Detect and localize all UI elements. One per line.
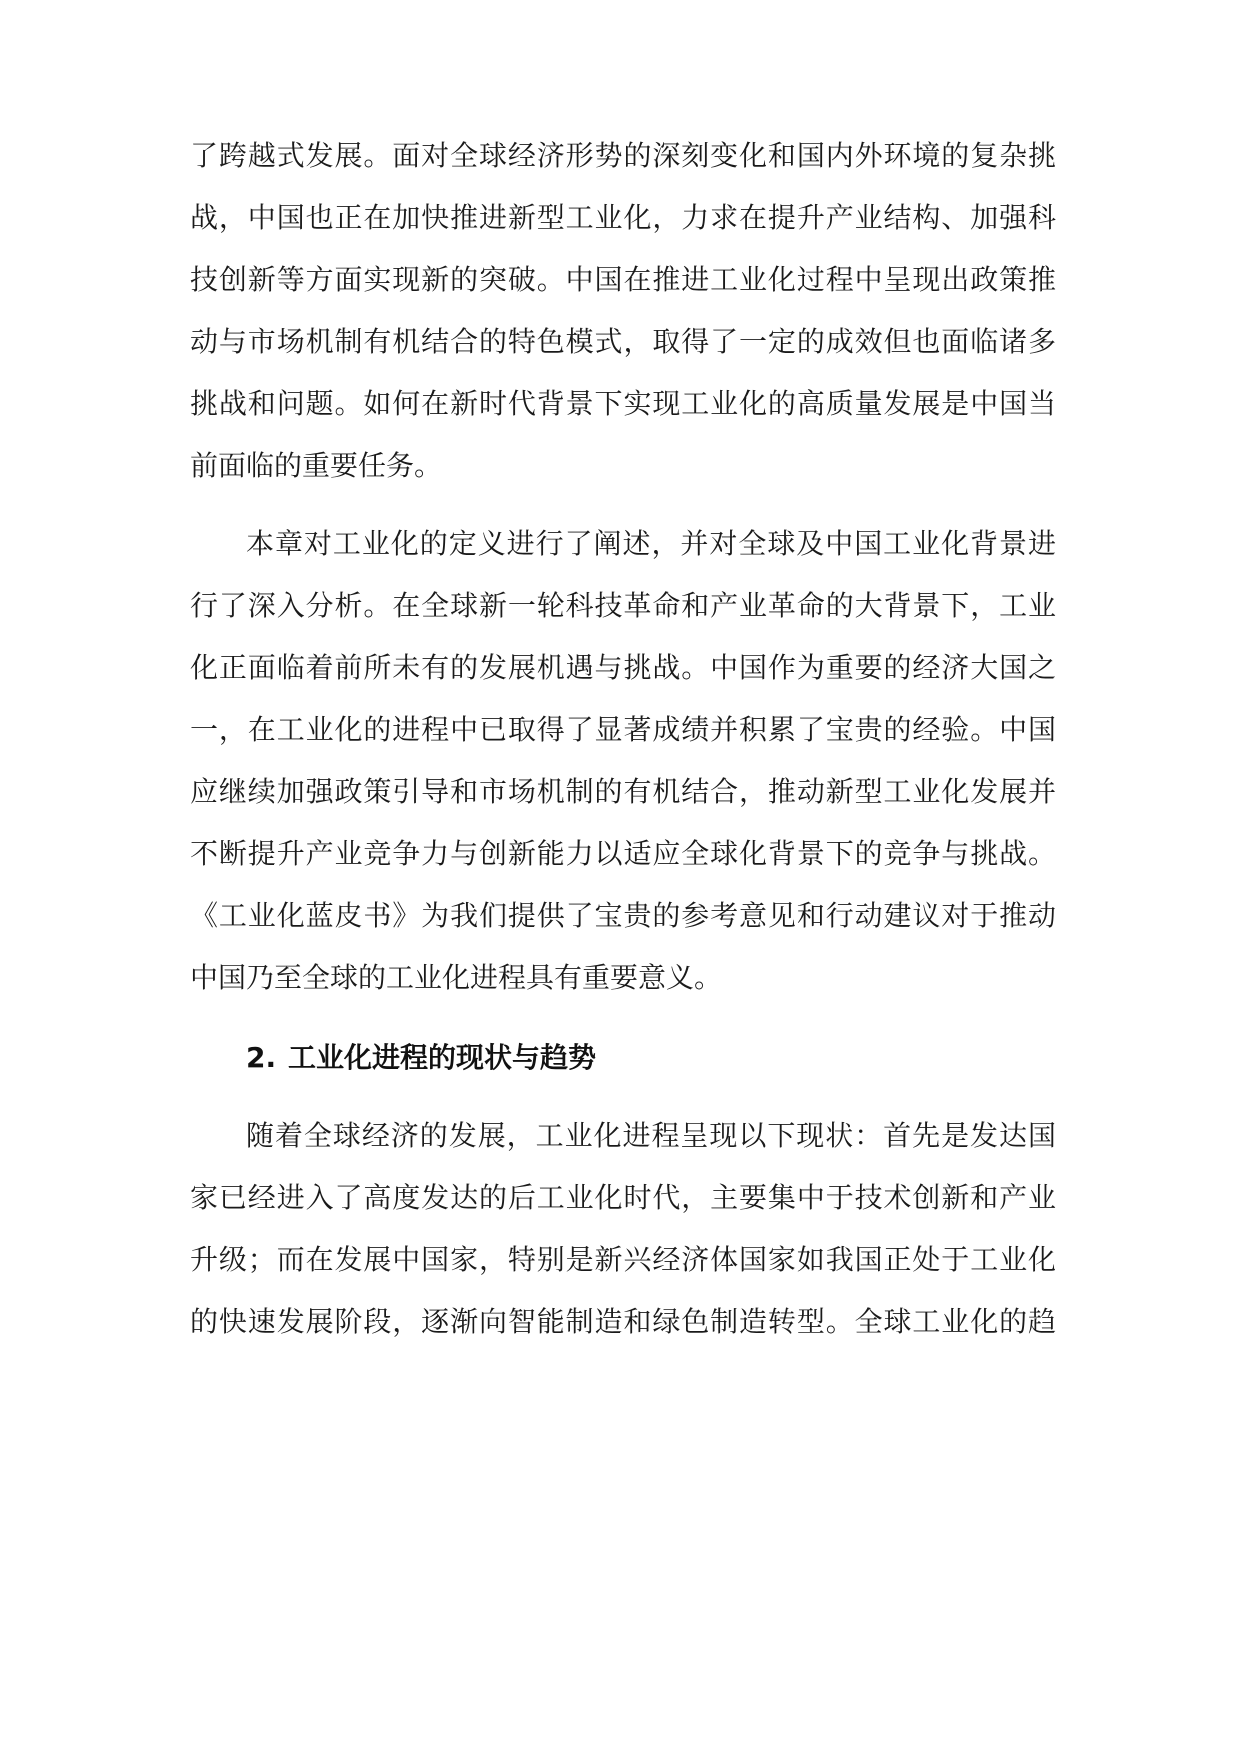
- paragraph-1-line-5: 挑战和问题。如何在新时代背景下实现工业化的高质量发展是中国当: [190, 387, 1056, 420]
- section-title: 工业化进程的现状与趋势: [288, 1041, 597, 1074]
- paragraph-1-line-1: 了跨越式发展。面对全球经济形势的深刻变化和国内外环境的复杂挑: [190, 139, 1056, 172]
- paragraph-2-line-2: 行了深入分析。在全球新一轮科技革命和产业革命的大背景下，工业: [190, 589, 1056, 622]
- paragraph-1-line-2: 战，中国也正在加快推进新型工业化，力求在提升产业结构、加强科: [190, 201, 1056, 234]
- paragraph-2-line-7: 《工业化蓝皮书》为我们提供了宝贵的参考意见和行动建议对于推动: [190, 899, 1056, 932]
- paragraph-1-line-3: 技创新等方面实现新的突破。中国在推进工业化过程中呈现出政策推: [190, 263, 1056, 296]
- section-number: 2.: [246, 1041, 277, 1074]
- paragraph-3-line-1: 随着全球经济的发展，工业化进程呈现以下现状：首先是发达国: [246, 1119, 1056, 1152]
- paragraph-1-line-4: 动与市场机制有机结合的特色模式，取得了一定的成效但也面临诸多: [190, 325, 1056, 358]
- paragraph-2-line-3: 化正面临着前所未有的发展机遇与挑战。中国作为重要的经济大国之: [190, 651, 1056, 684]
- paragraph-2-line-4: 一，在工业化的进程中已取得了显著成绩并积累了宝贵的经验。中国: [190, 713, 1056, 746]
- paragraph-1-line-6: 前面临的重要任务。: [190, 449, 443, 482]
- paragraph-2-line-6: 不断提升产业竞争力与创新能力以适应全球化背景下的竞争与挑战。: [190, 837, 1056, 870]
- paragraph-3-line-4: 的快速发展阶段，逐渐向智能制造和绿色制造转型。全球工业化的趋: [190, 1305, 1056, 1338]
- section-heading: [246, 1038, 1056, 1078]
- paragraph-3-line-3: 升级；而在发展中国家，特别是新兴经济体国家如我国正处于工业化: [190, 1243, 1056, 1276]
- paragraph-2-line-8: 中国乃至全球的工业化进程具有重要意义。: [190, 961, 723, 994]
- paragraph-2-line-5: 应继续加强政策引导和市场机制的有机结合，推动新型工业化发展并: [190, 775, 1056, 808]
- paragraph-3-line-2: 家已经进入了高度发达的后工业化时代，主要集中于技术创新和产业: [190, 1181, 1056, 1214]
- paragraph-2-line-1: 本章对工业化的定义进行了阐述，并对全球及中国工业化背景进: [246, 527, 1056, 560]
